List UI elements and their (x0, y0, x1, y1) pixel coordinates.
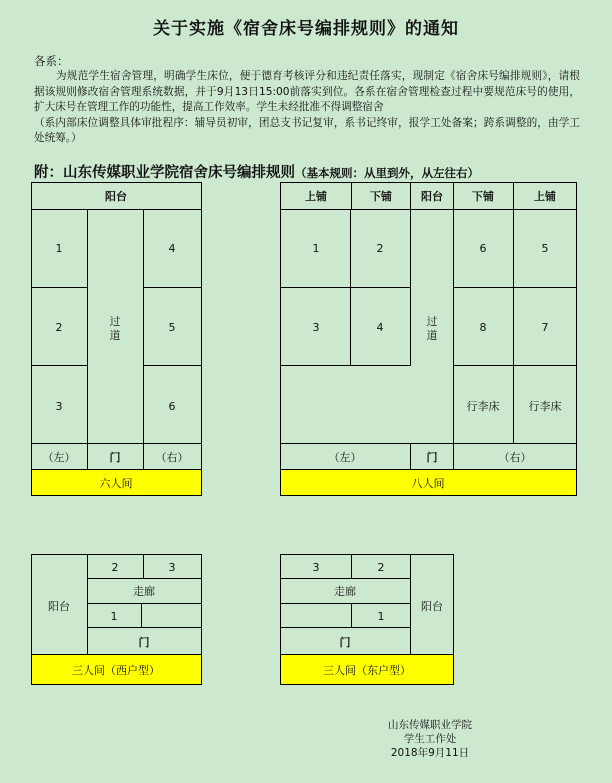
notice-title: 关于实施《宿舍床号编排规则》的通知 (153, 19, 459, 39)
east-corridor-label: 走廊 (334, 585, 356, 598)
six-bed-5: 5 (168, 321, 176, 334)
basic-rule: （基本规则：从里到外，从左往右） (295, 166, 479, 180)
six-right-label: （右） (155, 451, 189, 464)
eight-bed-5: 5 (541, 242, 549, 255)
salutation: 各系： (34, 54, 69, 68)
six-left-label: （左） (42, 451, 76, 464)
signature-dept: 学生工作处 (403, 733, 457, 745)
body-paragraph: 为规范学生宿舍管理，明确学生床位，便于德育考核评分和违纪责任落实，现制定《宿舍床号编排规则》，请根据该规则修改宿舍管理系统数据，并于9月13日15:00前落实到位。各系在宿舍管理检查过程中要规范床号的使用，扩大床号在管理工作的功能性，提高工作效率。学生未经批准不得调整宿舍 (34, 70, 580, 113)
six-bed-3: 3 (55, 400, 63, 413)
appendix-heading: 附：山东传媒职业学院宿舍床号编排规则 (34, 165, 295, 181)
six-door-label: 门 (109, 451, 121, 464)
eight-upper-left: 上铺 (305, 190, 327, 203)
west-bed-2: 2 (111, 561, 119, 574)
west-bed-3: 3 (168, 561, 176, 574)
west-caption: 三人间（西户型） (72, 664, 160, 677)
signature-org: 山东传媒职业学院 (388, 719, 472, 731)
eight-lower-right: 下铺 (472, 190, 494, 203)
eight-left-label: （左） (328, 451, 362, 464)
six-balcony-label: 阳台 (105, 190, 127, 203)
eight-lower-left: 下铺 (370, 190, 392, 203)
east-door-label: 门 (339, 636, 351, 649)
signature-date: 2018年9月11日 (390, 747, 470, 759)
six-bed-6: 6 (168, 400, 176, 413)
east-bed-2: 2 (377, 561, 385, 574)
west-bed-1: 1 (110, 610, 118, 623)
eight-corridor-label: 过道 (426, 315, 438, 342)
six-bed-4: 4 (168, 242, 176, 255)
east-caption: 三人间（东户型） (323, 664, 411, 677)
eight-right-label: （右） (498, 451, 532, 464)
eight-upper-right: 上铺 (534, 190, 556, 203)
east-bed-1: 1 (377, 610, 385, 623)
east-bed-3: 3 (312, 561, 320, 574)
west-corridor-label: 走廊 (133, 585, 155, 598)
eight-bed-8: 8 (479, 321, 487, 334)
eight-bed-3: 3 (312, 321, 320, 334)
six-bed-1: 1 (55, 242, 63, 255)
six-bed-2: 2 (55, 321, 63, 334)
signature-block (370, 718, 490, 760)
six-caption: 六人间 (99, 477, 133, 490)
east-balcony-label: 阳台 (421, 600, 443, 613)
eight-caption: 八人间 (411, 477, 445, 490)
eight-luggage-left: 行李床 (466, 400, 500, 413)
eight-balcony-label: 阳台 (421, 190, 443, 203)
eight-bed-1: 1 (312, 242, 320, 255)
eight-door-label: 门 (426, 451, 438, 464)
eight-bed-2: 2 (376, 242, 384, 255)
six-corridor-label: 过道 (109, 315, 121, 342)
eight-bed-7: 7 (541, 321, 549, 334)
west-balcony-label: 阳台 (48, 600, 70, 613)
eight-luggage-right: 行李床 (528, 400, 562, 413)
approval-note: （系内部床位调整具体审批程序：辅导员初审，团总支书记复审，系书记终审，报学工处备案；跨系调整的，由学工处统筹。） (34, 116, 580, 144)
eight-bed-6: 6 (479, 242, 487, 255)
eight-bed-4: 4 (376, 321, 384, 334)
west-door-label: 门 (138, 636, 150, 649)
